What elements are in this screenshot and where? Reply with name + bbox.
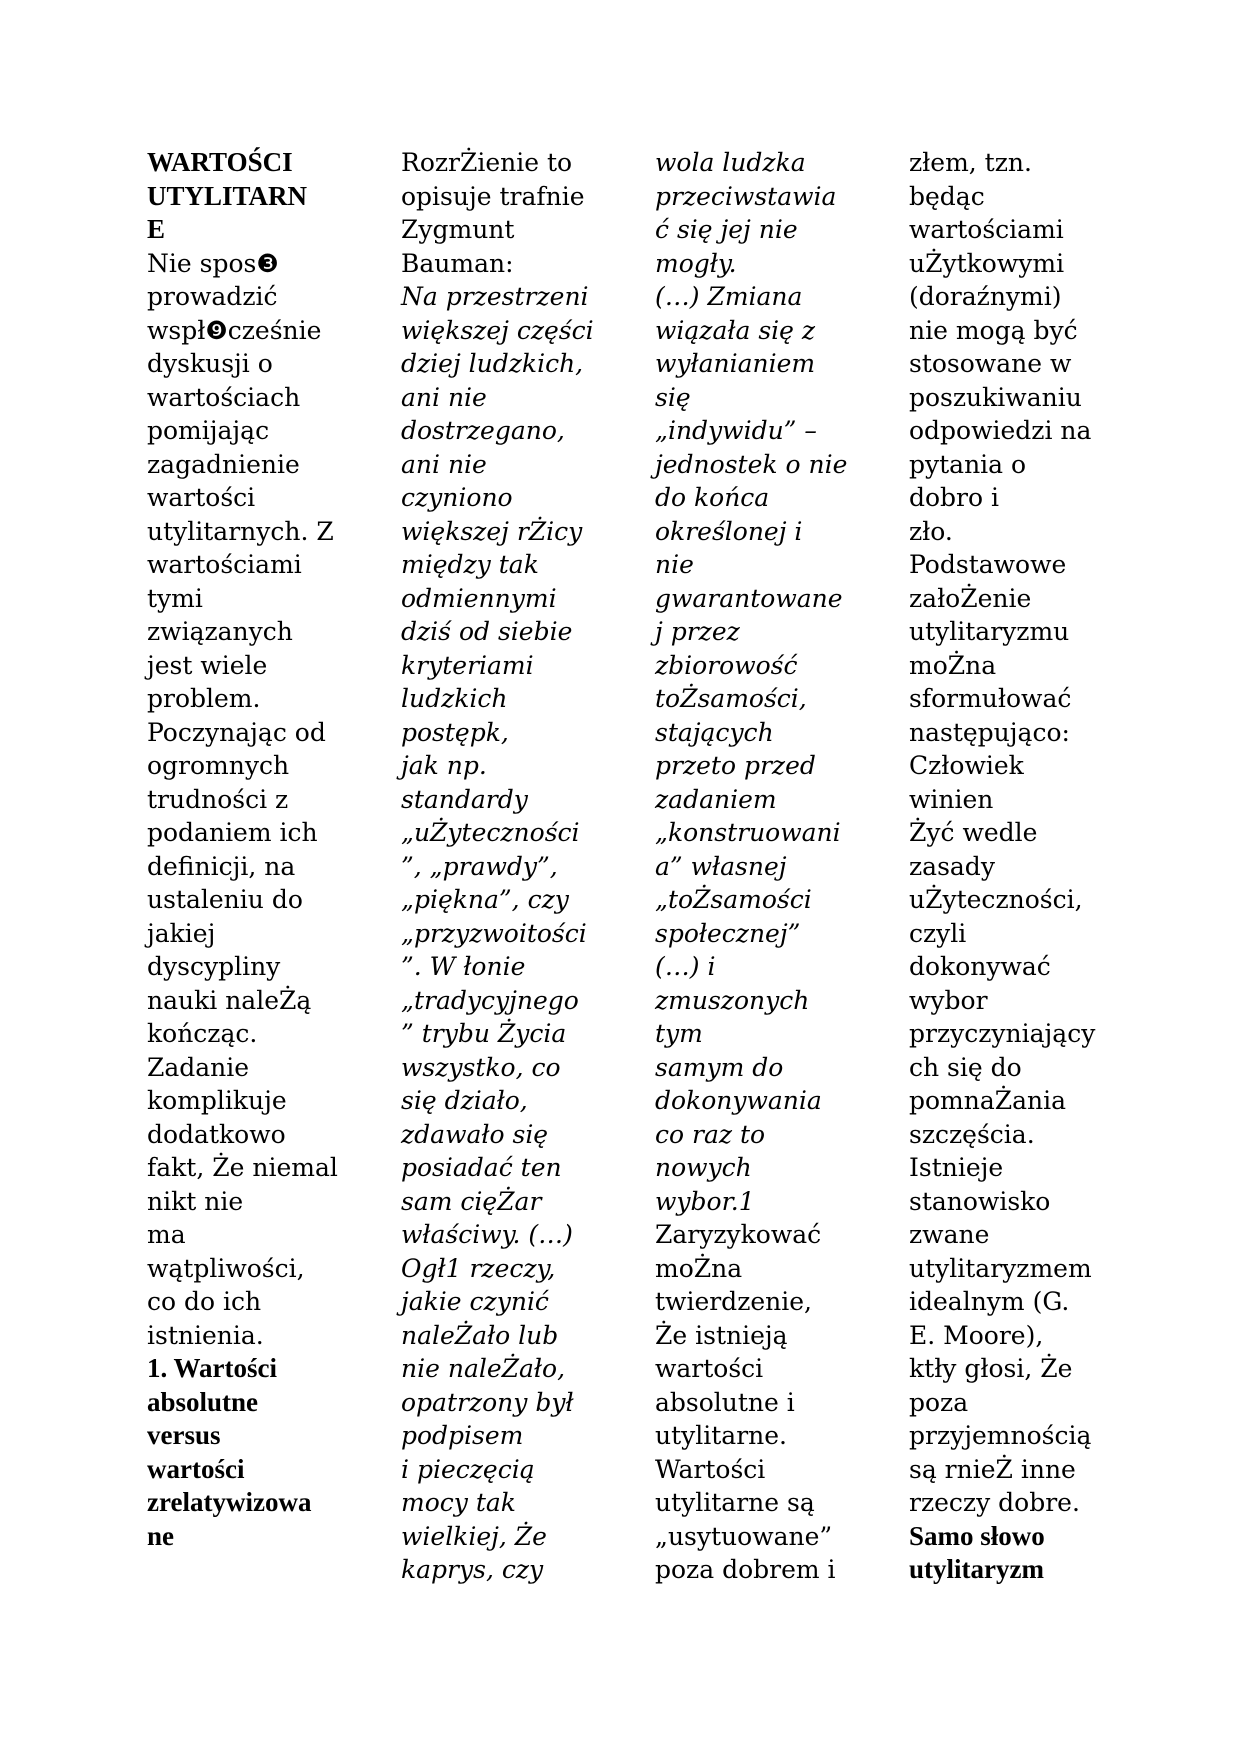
- text-line: społecznej”: [655, 918, 801, 948]
- text-line: Poczynając od: [147, 717, 326, 747]
- text-line: co raz to: [655, 1119, 766, 1149]
- heading-line: WARTOŚCI: [147, 147, 293, 177]
- text-line: opatrzony był: [401, 1387, 574, 1417]
- text-line: ktły głosi, Że: [909, 1354, 1073, 1383]
- text-line: (…) Zmiana: [655, 282, 803, 311]
- text-line: Na przestrzeni: [401, 282, 589, 311]
- heading-line: versus: [147, 1420, 221, 1450]
- text-column-3: [655, 146, 905, 1587]
- text-line: „tradycyjnego: [401, 985, 579, 1015]
- text-line: wartości: [655, 1354, 764, 1383]
- text-line: ludzkich: [401, 684, 508, 713]
- text-line: większej rŻicy: [401, 516, 583, 546]
- text-line: „konstruowani: [655, 818, 841, 847]
- text-line: istnienia.: [147, 1320, 264, 1350]
- text-line: dostrzegano,: [401, 416, 565, 445]
- text-line: standardy: [401, 784, 528, 814]
- text-line: postępk,: [401, 717, 509, 747]
- text-line: „toŻsamości: [655, 885, 812, 914]
- text-line: ch się do: [909, 1052, 1022, 1082]
- heading-line: UTYLITARN: [147, 180, 308, 211]
- text-line: określonej i: [655, 516, 803, 546]
- text-line: toŻsamości,: [655, 684, 807, 713]
- text-line: ma: [147, 1220, 186, 1249]
- text-line: nie mogą być: [909, 315, 1078, 345]
- heading-line: ne: [147, 1520, 174, 1551]
- text-line: problem.: [147, 684, 261, 713]
- text-line: (…) i: [655, 952, 716, 981]
- text-line: a” własnej: [655, 851, 787, 881]
- text-line: moŻna: [655, 1253, 743, 1283]
- text-line: dodatkowo: [147, 1119, 286, 1149]
- text-line: ogromnych: [147, 751, 290, 780]
- text-line: się działo,: [401, 1086, 528, 1115]
- text-line: mogły.: [655, 248, 737, 278]
- text-line: moŻna: [909, 650, 997, 680]
- text-line: tymi: [147, 583, 203, 613]
- heading-line: Samo słowo: [909, 1520, 1045, 1551]
- text-line: „piękna”, czy: [401, 885, 569, 914]
- text-line: poza dobrem i: [655, 1555, 836, 1584]
- text-line: przeto przed: [655, 751, 816, 780]
- text-line: wartości: [147, 483, 256, 512]
- text-line: odmiennymi: [401, 583, 557, 613]
- text-line: zbiorowość: [655, 650, 798, 680]
- text-line: wybor: [909, 985, 988, 1015]
- text-line: gwarantowane: [655, 583, 843, 613]
- text-line: ”. W łonie: [401, 952, 526, 981]
- text-line: wspł❾cześnie: [147, 315, 322, 345]
- text-line: nauki naleŻą: [147, 985, 312, 1015]
- text-line: wszystko, co: [401, 1052, 561, 1082]
- text-line: dyskusji o: [147, 349, 273, 378]
- text-line: Że istnieją: [655, 1320, 788, 1350]
- heading-line: wartości: [147, 1453, 245, 1484]
- text-line: podpisem: [401, 1421, 524, 1450]
- text-line: związanych: [147, 617, 293, 646]
- text-line: ć się jej nie: [655, 215, 798, 244]
- text-line: czyli: [909, 918, 967, 948]
- text-line: mocy tak: [401, 1488, 516, 1517]
- text-line: większej części: [401, 315, 594, 345]
- text-line: jednostek o nie: [655, 449, 848, 479]
- text-line: RozrŻienie to: [401, 148, 573, 177]
- text-line: kaprys, czy: [401, 1555, 544, 1584]
- text-line: wola ludzka: [655, 148, 806, 177]
- text-line: i pieczęcią: [401, 1454, 535, 1484]
- text-line: Człowiek: [909, 751, 1024, 780]
- text-line: pytania o: [909, 449, 1027, 479]
- text-line: przeciwstawia: [655, 181, 837, 211]
- text-line: „przyzwoitości: [401, 918, 587, 948]
- text-line: zło.: [909, 516, 953, 546]
- text-line: tym: [655, 1019, 703, 1048]
- text-line: fakt, Że niemal: [147, 1153, 338, 1182]
- text-line: wielkiej, Że: [401, 1521, 547, 1551]
- text-line: zwane: [909, 1220, 990, 1249]
- text-line: absolutne i: [655, 1387, 795, 1417]
- text-line: dziś od siebie: [401, 617, 573, 646]
- text-line: Podstawowe: [909, 550, 1067, 579]
- text-line: dyscypliny: [147, 952, 281, 981]
- text-line: wiązała się z: [655, 315, 816, 345]
- text-line: zdawało się: [401, 1119, 549, 1149]
- text-column-4: [909, 146, 1159, 1587]
- text-line: się: [655, 382, 691, 412]
- text-line: są rnieŻ inne: [909, 1454, 1076, 1484]
- text-line: nie naleŻało,: [401, 1354, 566, 1383]
- text-line: ustaleniu do: [147, 885, 303, 914]
- text-line: będąc: [909, 181, 985, 211]
- text-line: do końca: [655, 483, 770, 512]
- text-line: posiadać ten: [401, 1153, 562, 1182]
- text-line: rzeczy dobre.: [909, 1488, 1080, 1517]
- text-line: idealnym (G.: [909, 1287, 1070, 1316]
- text-line: sformułować: [909, 684, 1072, 713]
- text-line: ”, „prawdy”,: [401, 851, 558, 881]
- text-line: następująco:: [909, 717, 1070, 747]
- text-line: uŻytkowymi: [909, 248, 1065, 278]
- text-line: Zadanie: [147, 1052, 250, 1082]
- text-line: stających: [655, 717, 774, 747]
- text-line: (doraźnymi): [909, 282, 1062, 311]
- text-line: kryteriami: [401, 650, 534, 680]
- text-line: poza: [909, 1387, 969, 1417]
- text-line: podaniem ich: [147, 818, 318, 847]
- text-line: dziej ludzkich,: [401, 349, 584, 378]
- text-line: czyniono: [401, 483, 513, 512]
- text-line: Ogł1 rzeczy,: [401, 1253, 556, 1283]
- text-line: zasady: [909, 851, 995, 881]
- text-line: wątpliwości,: [147, 1253, 305, 1283]
- text-line: uŻyteczności,: [909, 885, 1083, 914]
- text-line: dobro i: [909, 483, 1000, 512]
- text-line: komplikuje: [147, 1086, 287, 1115]
- text-line: ” trybu Życia: [401, 1019, 567, 1048]
- text-line: właściwy. (…): [401, 1220, 573, 1249]
- text-line: dokonywania: [655, 1086, 822, 1115]
- text-line: naleŻało lub: [401, 1320, 559, 1350]
- text-line: opisuje trafnie: [401, 181, 585, 211]
- text-line: Żyć wedle: [909, 818, 1038, 847]
- text-line: „uŻyteczności: [401, 818, 580, 847]
- text-line: pomnaŻania: [909, 1086, 1067, 1115]
- text-line: trudności z: [147, 784, 289, 814]
- text-line: załoŻenie: [909, 583, 1032, 613]
- text-line: ani nie: [401, 382, 487, 412]
- text-line: Nie spos❸: [147, 248, 279, 278]
- text-line: winien: [909, 784, 994, 814]
- text-line: utylitaryzmem: [909, 1253, 1092, 1283]
- text-line: nikt nie: [147, 1186, 244, 1216]
- text-line: Zaryzykować: [655, 1220, 822, 1249]
- text-line: wartościami: [147, 550, 302, 579]
- text-line: dokonywać: [909, 952, 1051, 981]
- text-line: wartościami: [909, 215, 1064, 244]
- text-line: wyłanianiem: [655, 349, 816, 378]
- heading-line: zrelatywizowa: [147, 1487, 312, 1517]
- text-line: nowych: [655, 1153, 752, 1182]
- text-line: prowadzić: [147, 282, 278, 311]
- heading-line: E: [147, 214, 166, 244]
- text-column-2: [401, 146, 651, 1587]
- text-line: Bauman:: [401, 248, 514, 278]
- text-line: pomijając: [147, 416, 270, 445]
- text-line: utylitarne są: [655, 1488, 815, 1517]
- text-line: utylitaryzmu: [909, 617, 1070, 646]
- heading-line: absolutne: [147, 1386, 259, 1417]
- text-line: zadaniem: [655, 784, 777, 814]
- text-line: sam cięŻar: [401, 1186, 542, 1216]
- text-line: „usytuowane”: [655, 1521, 833, 1551]
- text-line: jakiej: [147, 918, 216, 948]
- text-line: j przez: [655, 617, 740, 646]
- text-line: odpowiedzi na: [909, 416, 1092, 445]
- text-line: nie: [655, 550, 694, 579]
- text-line: przyczyniający: [909, 1019, 1096, 1048]
- text-line: kończąc.: [147, 1019, 258, 1048]
- text-column-1: [147, 146, 397, 1553]
- text-line: E. Moore),: [909, 1320, 1044, 1350]
- text-line: „indywidu” –: [655, 416, 817, 445]
- text-line: stosowane w: [909, 349, 1072, 378]
- text-line: utylitarnych. Z: [147, 516, 334, 546]
- text-line: wybor.1: [655, 1186, 755, 1216]
- text-line: szczęścia.: [909, 1119, 1035, 1149]
- text-line: między tak: [401, 550, 539, 579]
- text-line: Zygmunt: [401, 215, 515, 244]
- text-line: ani nie: [401, 449, 487, 479]
- text-line: jak np.: [401, 751, 487, 780]
- text-line: zmuszonych: [655, 985, 810, 1015]
- text-line: jakie czynić: [401, 1287, 549, 1316]
- text-line: utylitarne.: [655, 1421, 788, 1450]
- text-line: definicji, na: [147, 851, 296, 881]
- text-line: stanowisko: [909, 1186, 1051, 1216]
- text-line: co do ich: [147, 1287, 262, 1316]
- text-line: złem, tzn.: [909, 148, 1032, 177]
- heading-line: 1. Wartości: [147, 1353, 277, 1383]
- text-line: jest wiele: [147, 650, 268, 680]
- text-line: przyjemnością: [909, 1421, 1092, 1450]
- text-line: samym do: [655, 1052, 784, 1082]
- heading-line: utylitaryzm: [909, 1554, 1044, 1584]
- text-line: zagadnienie: [147, 449, 300, 479]
- text-line: wartościach: [147, 382, 301, 412]
- text-line: Istnieje: [909, 1153, 1004, 1182]
- text-line: Wartości: [655, 1454, 766, 1484]
- text-line: poszukiwaniu: [909, 382, 1082, 412]
- text-line: twierdzenie,: [655, 1287, 812, 1316]
